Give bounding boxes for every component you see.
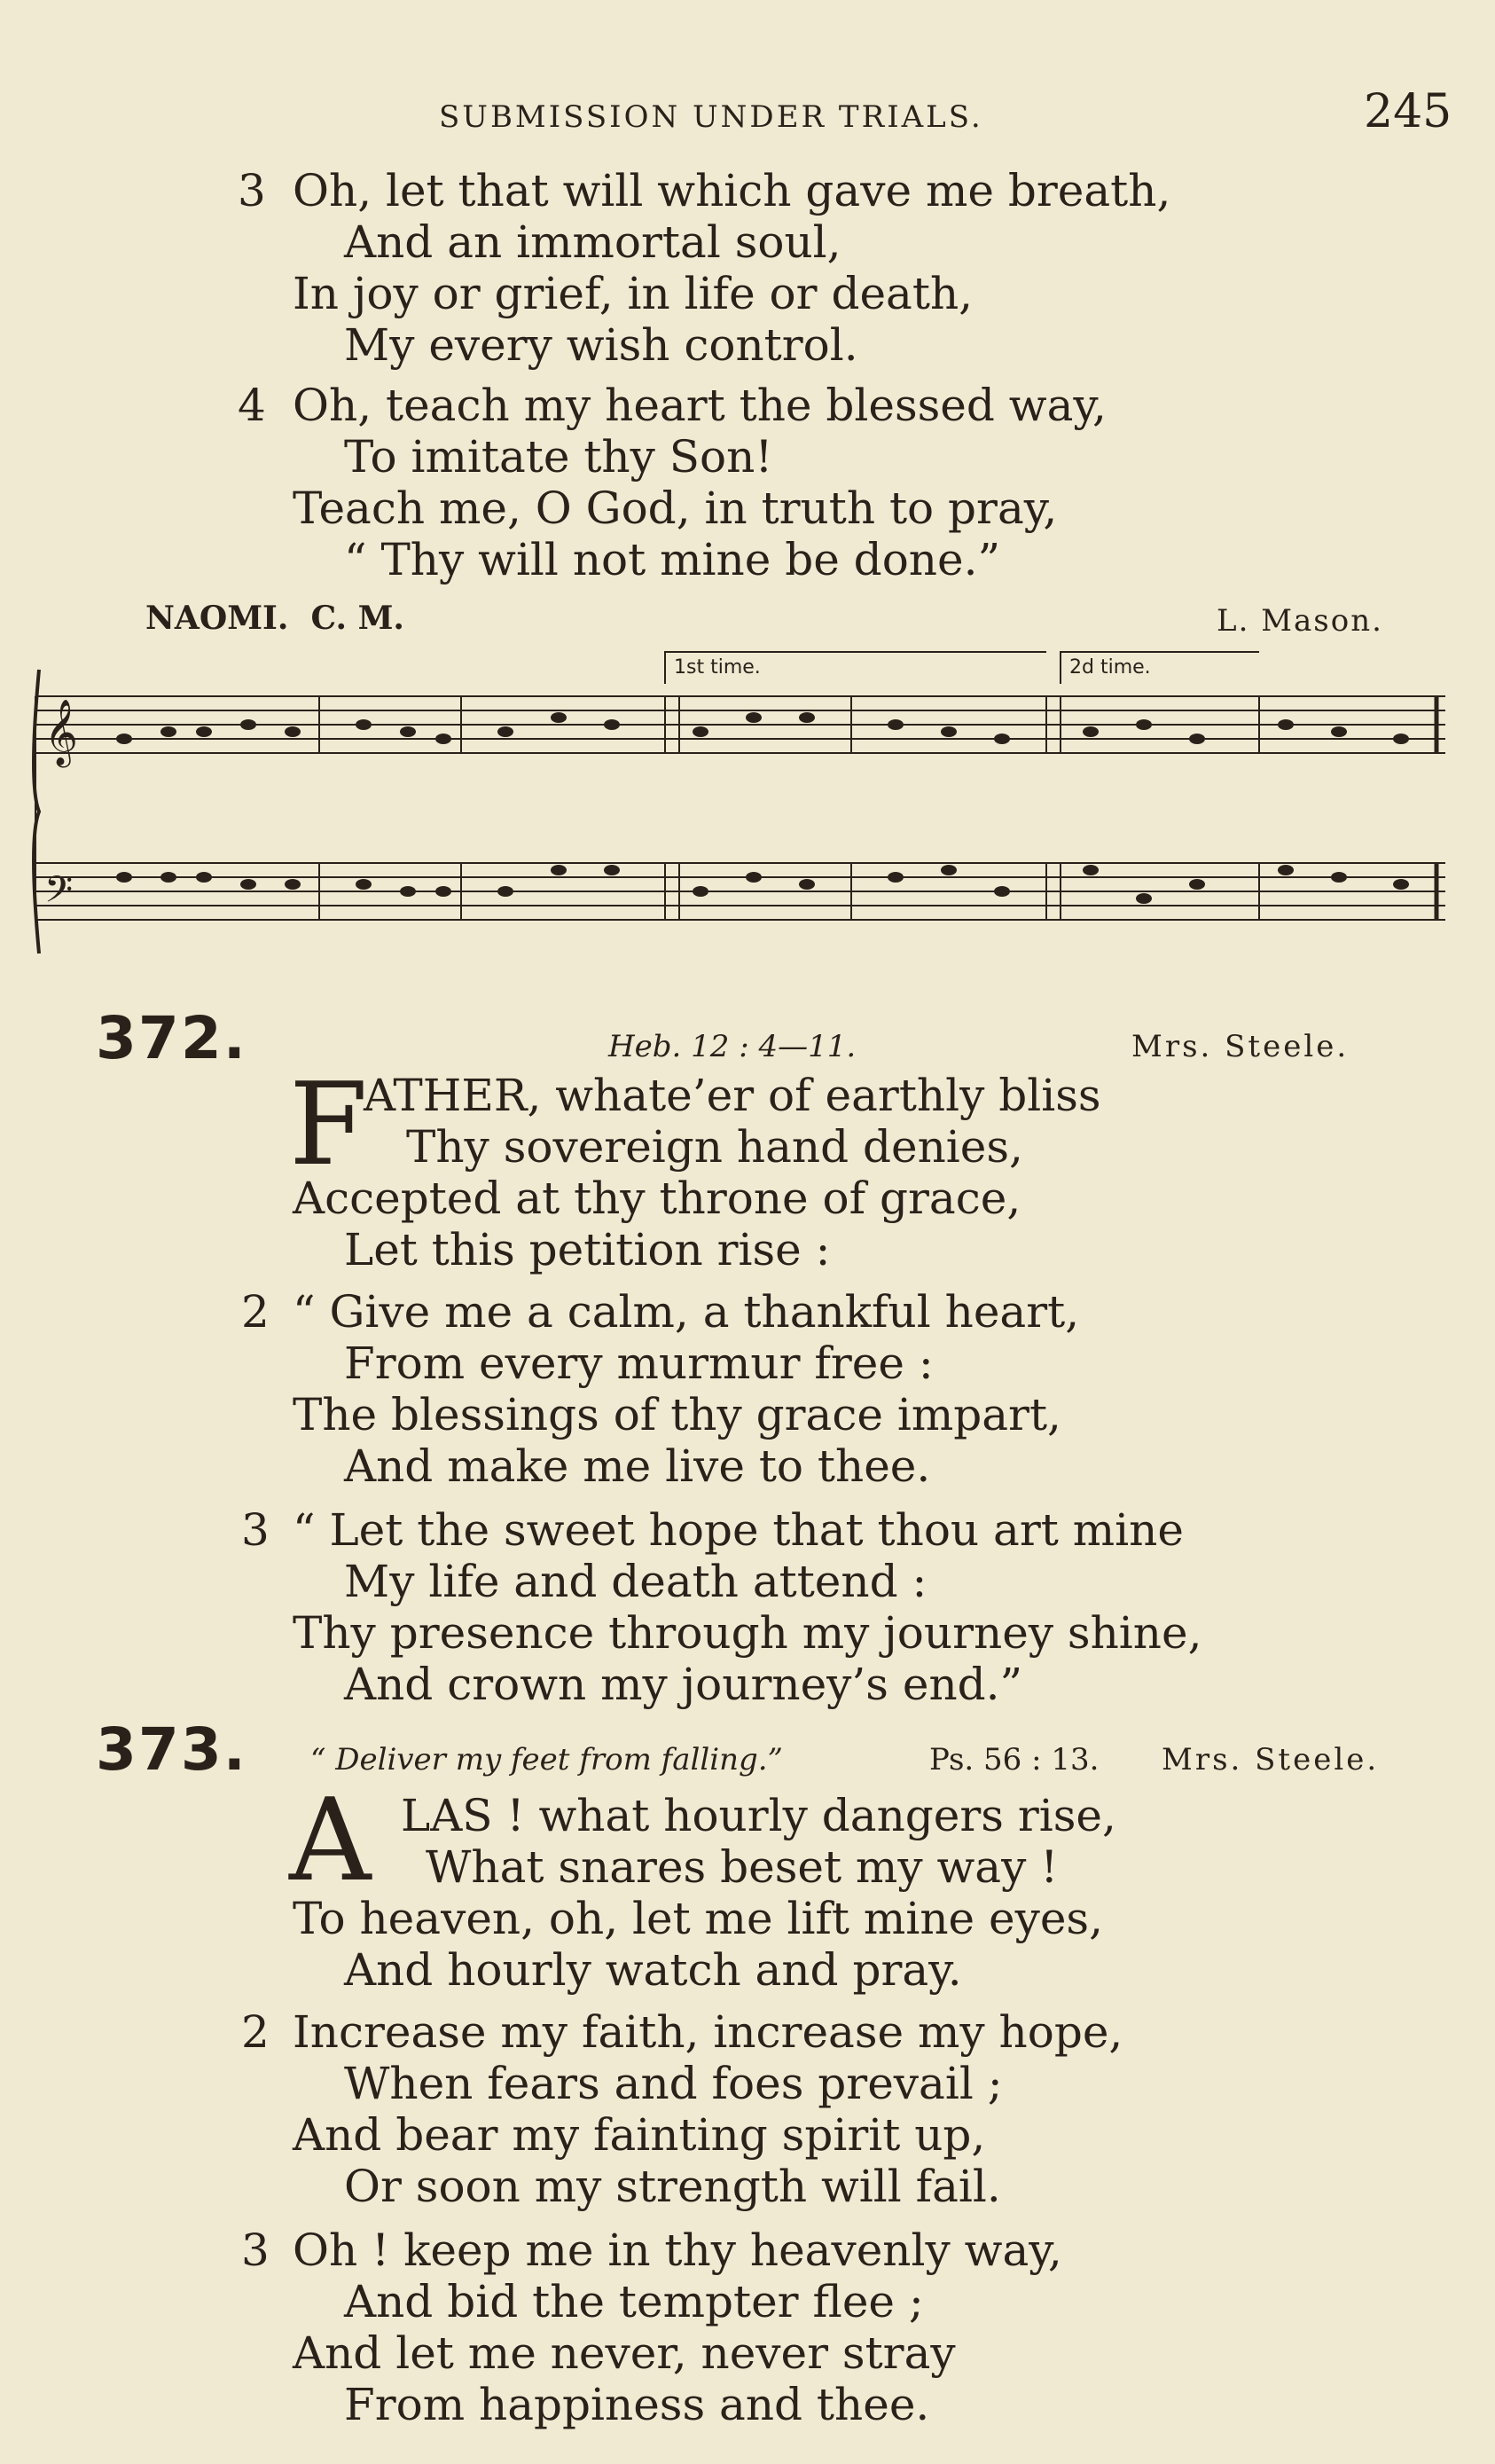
stanza-number: 2 xyxy=(241,1286,270,1338)
stanza-line: And hourly watch and pray. xyxy=(344,1944,962,1996)
bass-notes xyxy=(116,865,1409,904)
hymn-373-first-line: LAS ! what hourly dangers rise, xyxy=(401,1790,1116,1841)
hymn-372-first-line: ATHER, whate’er of earthly bliss xyxy=(364,1070,1101,1121)
hymn-373-stanza-2 xyxy=(241,2006,1123,2212)
stanza-line: Let this petition rise : xyxy=(344,1224,831,1275)
hymn-373-author: Mrs. Steele. xyxy=(1162,1742,1380,1777)
stanza-line: To heaven, oh, let me lift mine eyes, xyxy=(293,1893,1103,1944)
hymn-373-scripture: Ps. 56 : 13. xyxy=(929,1742,1100,1777)
stanza-line: Or soon my strength will fail. xyxy=(344,2161,1001,2212)
bass-staff xyxy=(35,863,1445,920)
stanza-line: Teach me, O God, in truth to pray, xyxy=(293,483,1058,534)
stanza-line: Thy sovereign hand denies, xyxy=(406,1121,1023,1173)
stanza-line: “ Thy will not mine be done.” xyxy=(344,534,1001,585)
stanza-line: From every murmur free : xyxy=(344,1338,934,1389)
running-head: SUBMISSION UNDER TRIALS. xyxy=(439,99,983,135)
stanza-line: Accepted at thy throne of grace, xyxy=(293,1173,1021,1224)
stanza-line: And bear my fainting spirit up, xyxy=(293,2109,986,2161)
stanza-line: And an immortal soul, xyxy=(344,216,841,268)
scripture-reference: Heb. 12 : 4—11. xyxy=(608,1029,857,1064)
stanza-line: “ Give me a calm, a thankful heart, xyxy=(293,1286,1080,1338)
tune-title: NAOMI. xyxy=(145,600,289,637)
stanza-line: Increase my faith, increase my hope, xyxy=(293,2006,1123,2058)
epigraph-text: “ Deliver my feet from falling.” xyxy=(310,1742,783,1777)
music-score xyxy=(27,643,1468,989)
stanza-number: 4 xyxy=(238,380,266,431)
hymn-373-stanza-1 xyxy=(293,1841,1103,1996)
stanza-number: 3 xyxy=(241,1504,270,1556)
stanza-line: The blessings of thy grace impart, xyxy=(293,1389,1061,1440)
stanza-line: Thy presence through my journey shine, xyxy=(293,1607,1202,1659)
stanza-line: To imitate thy Son! xyxy=(344,431,773,483)
stanza-number: 2 xyxy=(241,2006,270,2058)
stanza-line: When fears and foes prevail ; xyxy=(344,2058,1003,2109)
tune-meter: C. M. xyxy=(310,600,404,637)
stanza-line: Oh, let that will which gave me breath, xyxy=(293,165,1171,216)
stanza-line: And let me never, never stray xyxy=(293,2327,956,2379)
stanza-line: Oh ! keep me in thy heavenly way, xyxy=(293,2225,1062,2276)
stanza-line: And bid the tempter flee ; xyxy=(344,2276,924,2327)
stanza-line: And make me live to thee. xyxy=(344,1440,931,1492)
previous-hymn-stanza-4 xyxy=(238,380,1107,585)
hymn-373-drop-cap: A xyxy=(289,1775,372,1907)
stanza-line: My every wish control. xyxy=(344,319,858,371)
stanza-line: And crown my journey’s end.” xyxy=(344,1659,1023,1710)
stanza-line: My life and death attend : xyxy=(344,1556,928,1607)
hymn-372-stanza-1 xyxy=(293,1121,1023,1275)
hymn-373-epigraph xyxy=(310,1742,783,1777)
stanza-line: Oh, teach my heart the blessed way, xyxy=(293,380,1107,431)
first-ending-label: 1st time. xyxy=(674,656,761,679)
stanza-line: “ Let the sweet hope that thou art mine xyxy=(293,1504,1184,1556)
page-number: 245 xyxy=(1364,85,1452,138)
stanza-line: In joy or grief, in life or death, xyxy=(293,268,974,319)
hymn-372-author: Mrs. Steele. xyxy=(1131,1029,1350,1064)
hymn-373-stanza-3 xyxy=(241,2225,1062,2430)
stanza-line: What snares beset my way ! xyxy=(426,1841,1059,1893)
previous-hymn-stanza-3 xyxy=(238,165,1170,371)
hymn-372-stanza-2 xyxy=(241,1286,1079,1492)
bass-clef-icon: 𝄢 xyxy=(44,868,74,920)
treble-clef-icon: 𝄞 xyxy=(44,700,78,765)
second-ending-label: 2d time. xyxy=(1069,656,1151,679)
tune-name xyxy=(145,600,404,637)
hymn-372-stanza-3 xyxy=(241,1504,1201,1710)
tune-composer: L. Mason. xyxy=(1217,603,1383,639)
stanza-number: 3 xyxy=(241,2225,270,2276)
hymn-372-scripture xyxy=(608,1029,856,1064)
stanza-line: From happiness and thee. xyxy=(344,2379,930,2430)
hymn-number-372: 372. xyxy=(96,1004,247,1072)
hymn-372-drop-cap: F xyxy=(289,1059,368,1191)
stanza-number: 3 xyxy=(238,165,266,216)
hymn-number-373: 373. xyxy=(96,1715,247,1784)
